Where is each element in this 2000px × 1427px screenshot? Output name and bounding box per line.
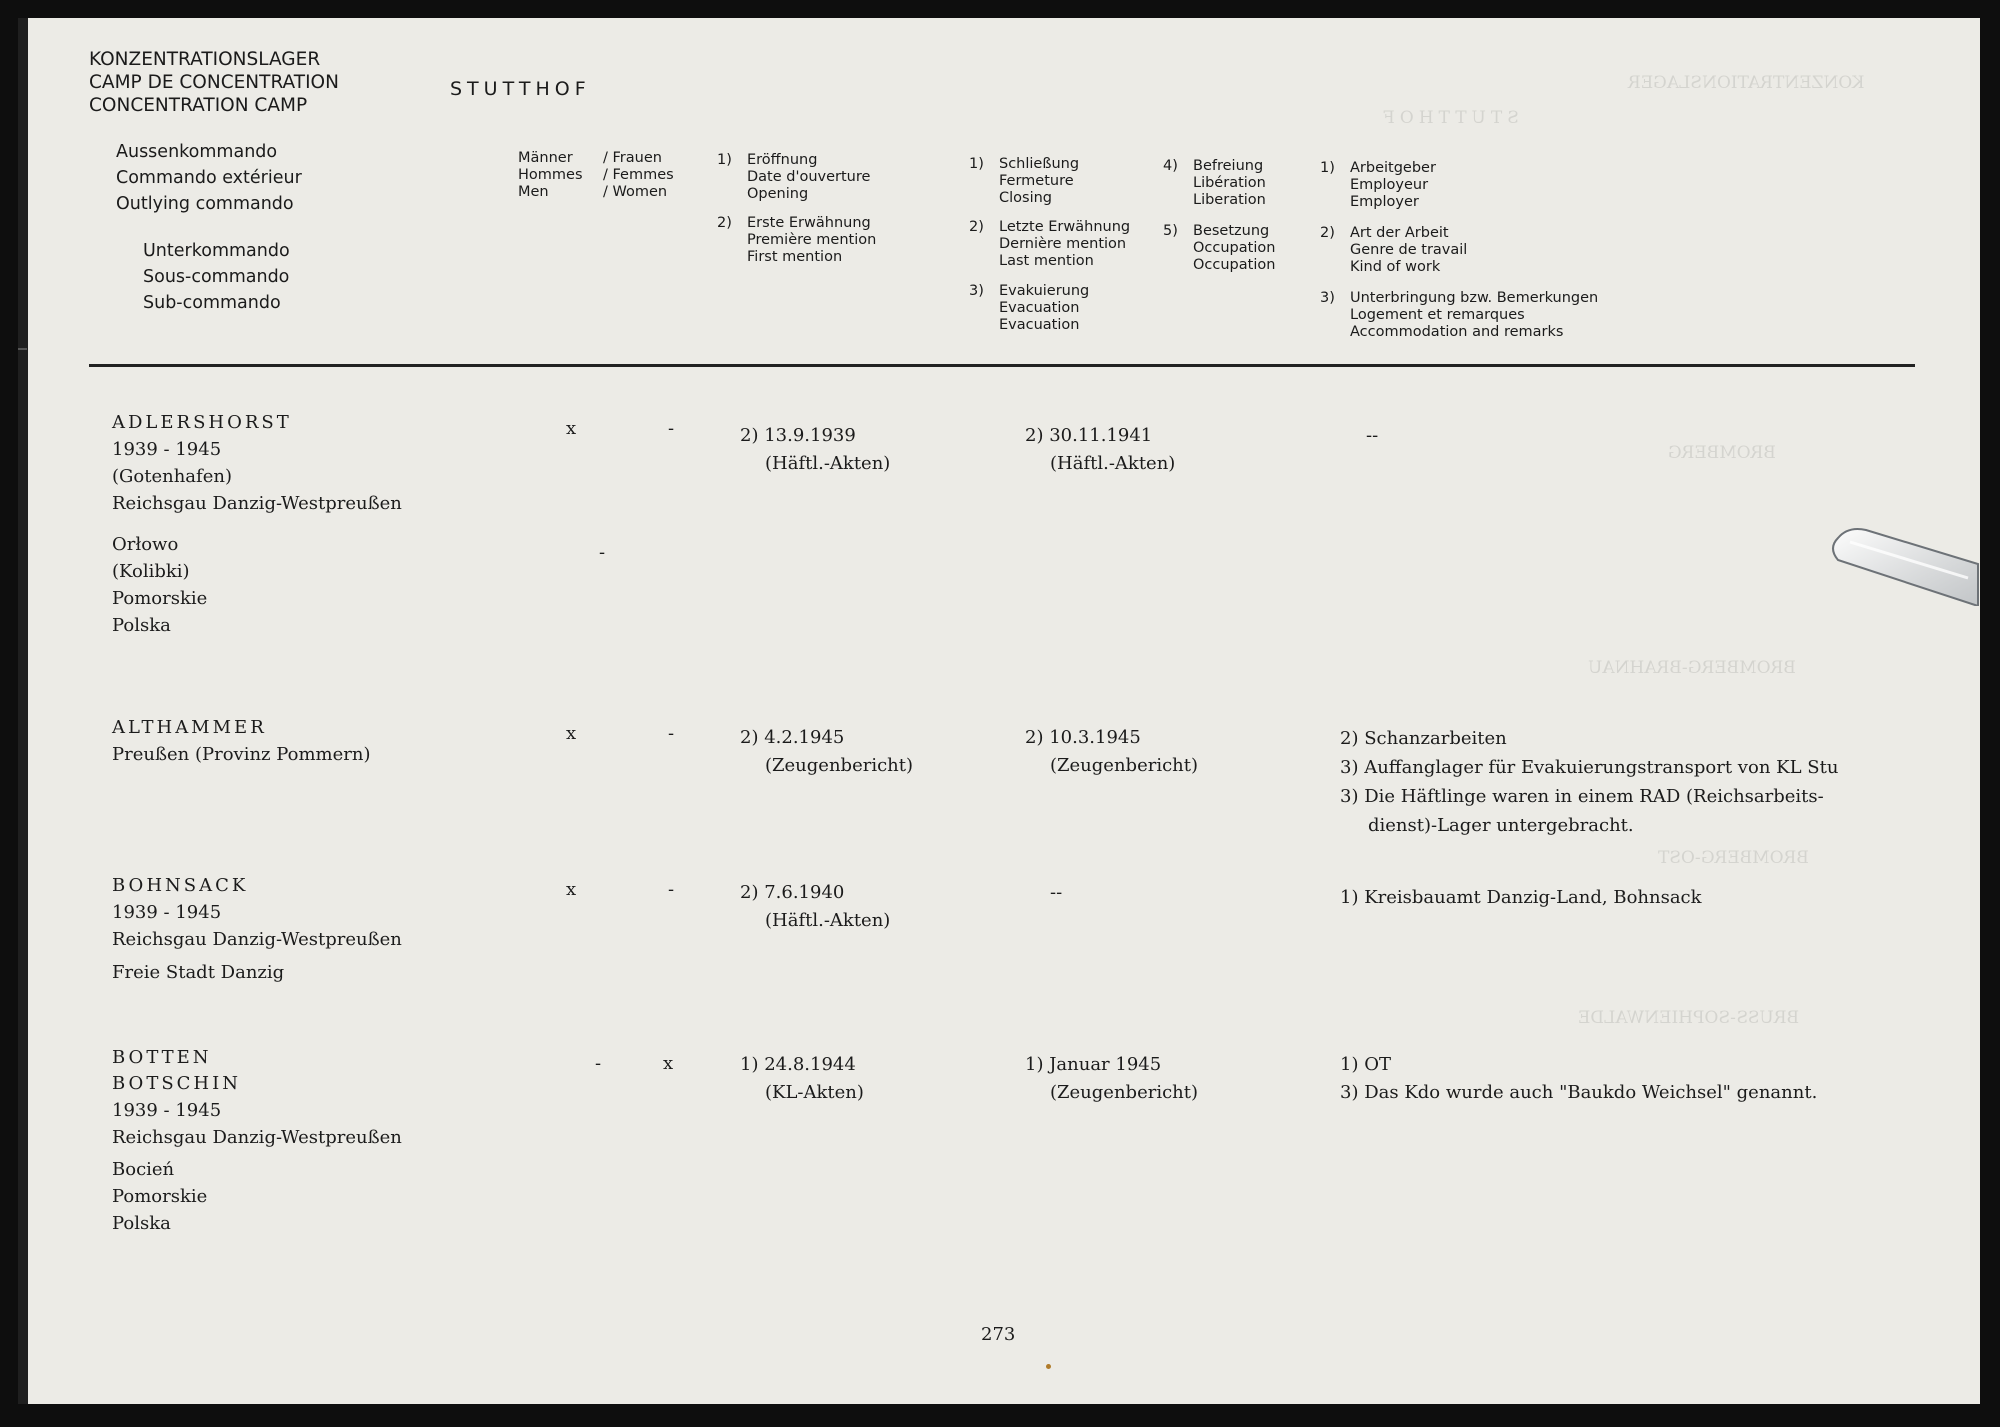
book-page (18, 18, 1980, 1404)
women-mark: - (668, 723, 675, 744)
men-mark: x (566, 418, 577, 439)
sub-commando-labels: Unterkommando Sous-commando Sub-commando (143, 241, 290, 313)
extra-dash: - (599, 542, 606, 563)
current-location: Bocień (112, 1159, 175, 1180)
current-location: Freie Stadt Danzig (112, 962, 285, 983)
camp-title: BOTTEN (112, 1047, 212, 1068)
camp-name: STUTTHOF (450, 78, 591, 100)
show-through-text: KONZENTRATIONSLAGER (1628, 73, 1865, 93)
men-mark: x (566, 879, 577, 900)
column-header-liberation: 4) Befreiung Libération Liberation 5) Besetzung Occupation Occupation (1163, 158, 1276, 273)
column-header-opening: 1) Eröffnung Date d'ouverture Opening 2) Erste Erwähnung Première mention First mention (717, 152, 877, 265)
column-header-men: Männer Hommes Men (518, 150, 583, 200)
show-through-text: BROMBERG-BRAHNAU (1588, 658, 1796, 678)
remarks-cell: 1) Kreisbauamt Danzig-Land, Bohnsack (1340, 887, 1702, 908)
paper-speck (1046, 1364, 1051, 1369)
closing-cell: 2) 10.3.1945 (Zeugenbericht) (1025, 727, 1199, 776)
camp-title: ADLERSHORST (112, 412, 292, 433)
closing-cell: 2) 30.11.1941 (Häftl.-Akten) (1025, 425, 1176, 474)
opening-cell: 2) 13.9.1939 (Häftl.-Akten) (740, 425, 891, 474)
show-through-text: BRUSS-SOPHIENWALDE (1578, 1008, 1800, 1028)
entry-bohnsack: BOHNSACK 1939 - 1945 Reichsgau Danzig-Westpreußen Freie Stadt Danzig (112, 873, 402, 986)
page-number: 273 (981, 1324, 1016, 1345)
current-location: Orłowo (112, 534, 179, 555)
opening-cell: 2) 7.6.1940 (Häftl.-Akten) (740, 882, 891, 931)
entry-adlershorst: ADLERSHORST 1939 - 1945 (Gotenhafen) Reichsgau Danzig-Westpreußen Orłowo (Kolibki) Pomorskie Polska (112, 412, 402, 636)
camp-title: ALTHAMMER (112, 717, 267, 738)
remarks-cell: 2) Schanzarbeiten 3) Auffanglager für Evakuierungstransport von KL Stu 3) Die Häftlinge waren in einem RAD (Reichsarbeits- dienst)-Lager untergebracht. (1340, 728, 1839, 836)
show-through-text: BROMBERG-OST (1658, 848, 1809, 868)
men-mark: x (566, 723, 577, 744)
remarks-cell: 1) OT 3) Das Kdo wurde auch "Baukdo Weichsel" genannt. (1340, 1054, 1818, 1103)
women-mark: x (663, 1053, 674, 1074)
book-gutter (18, 18, 28, 1404)
camp-title-alt: BOTSCHIN (112, 1073, 241, 1094)
entry-althammer: ALTHAMMER Preußen (Provinz Pommern) (112, 717, 371, 765)
women-mark: - (668, 879, 675, 900)
column-header-closing: 1) Schließung Fermeture Closing 2) Letzte Erwähnung Dernière mention Last mention 3) Evakuierung Evacuation Evacuation (969, 156, 1131, 333)
entry-botten-botschin: BOTTEN BOTSCHIN 1939 - 1945 Reichsgau Danzig-Westpreußen Bocień Pomorskie Polska (112, 1047, 402, 1234)
show-through-text: BROMBERG (1668, 443, 1776, 463)
opening-cell: 2) 4.2.1945 (Zeugenbericht) (740, 727, 914, 776)
opening-cell: 1) 24.8.1944 (KL-Akten) (740, 1054, 864, 1103)
glass-pointer-icon (1828, 518, 2000, 606)
men-mark: - (595, 1053, 602, 1074)
column-header-women: / Frauen / Femmes / Women (603, 150, 674, 200)
column-header-employer: 1) Arbeitgeber Employeur Employer 2) Art der Arbeit Genre de travail Kind of work 3) Unterbringung bzw. Bemerkungen Logement et remarques Accommodation and remarks (1320, 160, 1599, 340)
closing-cell: 1) Januar 1945 (Zeugenbericht) (1025, 1054, 1199, 1103)
outlying-commando-labels: Aussenkommando Commando extérieur Outlying commando (116, 142, 302, 214)
camp-title: BOHNSACK (112, 875, 249, 896)
header-rule (89, 364, 1915, 367)
show-through-text: STUTTHOF (1378, 108, 1519, 128)
women-mark: - (668, 418, 675, 439)
camp-type-labels: KONZENTRATIONSLAGER CAMP DE CONCENTRATION CONCENTRATION CAMP (89, 49, 339, 116)
remarks-cell: -- (1366, 425, 1379, 446)
closing-cell: -- (1050, 882, 1063, 903)
